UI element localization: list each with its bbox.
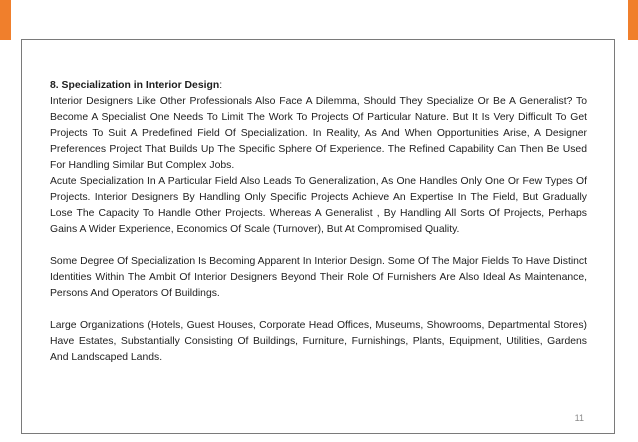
paragraph-2: Acute Specialization In A Particular Field Also Leads To Generalization, As One Handles Only One Or Few Types Of Projects. Interior Designers By Handling Only Specific Projects Achieve An Expertise In The Field, But Gradually Lose The Capacity To Handle Other Projects. Whereas A Generalist , By Handling All Sorts Of Projects, Perhaps Gains A Wider Experience, Economics Of Scale (Turnover), But At Compromised Quality. xyxy=(50,176,587,235)
section-heading: 8. Specialization in Interior Design xyxy=(50,80,220,91)
intro-block xyxy=(50,78,587,174)
body-text xyxy=(50,78,587,366)
paragraph-3: Some Degree Of Specialization Is Becoming Apparent In Interior Design. Some Of The Major Fields To Have Distinct Identities Within The Ambit Of Interior Designers Beyond Their Role Of Furnishers Are Also Ideal As Maintenance, Persons And Operators Of Buildings. xyxy=(50,256,587,299)
right-accent-bar xyxy=(628,0,638,40)
left-accent-bar xyxy=(0,0,11,40)
page-number: 11 xyxy=(574,413,584,423)
paragraph-1: Interior Designers Like Other Professionals Also Face A Dilemma, Should They Specialize Or Be A Generalist? To Become A Specialist One Needs To Limit The Work To Projects Of Particular Nature. But It Is Very Difficult To Get Projects To Suit A Predefined Field Of Specialization. In Reality, As And When Opportunities Arise, A Designer Preferences Project That Builds Up The Specific Sphere Of Experience. The Refined Capability Can Then Be Used For Handling Similar But Complex Jobs. xyxy=(50,96,587,171)
paragraph-4: Large Organizations (Hotels, Guest Houses, Corporate Head Offices, Museums, Showrooms, Departmental Stores) Have Estates, Substantially Consisting Of Buildings, Furniture, Furnishings, Plants, Equipment, Utilities, Gardens And Landscaped Lands. xyxy=(50,320,587,363)
heading-colon: : xyxy=(219,80,223,91)
heading-line xyxy=(50,78,587,94)
content-box xyxy=(21,39,615,434)
